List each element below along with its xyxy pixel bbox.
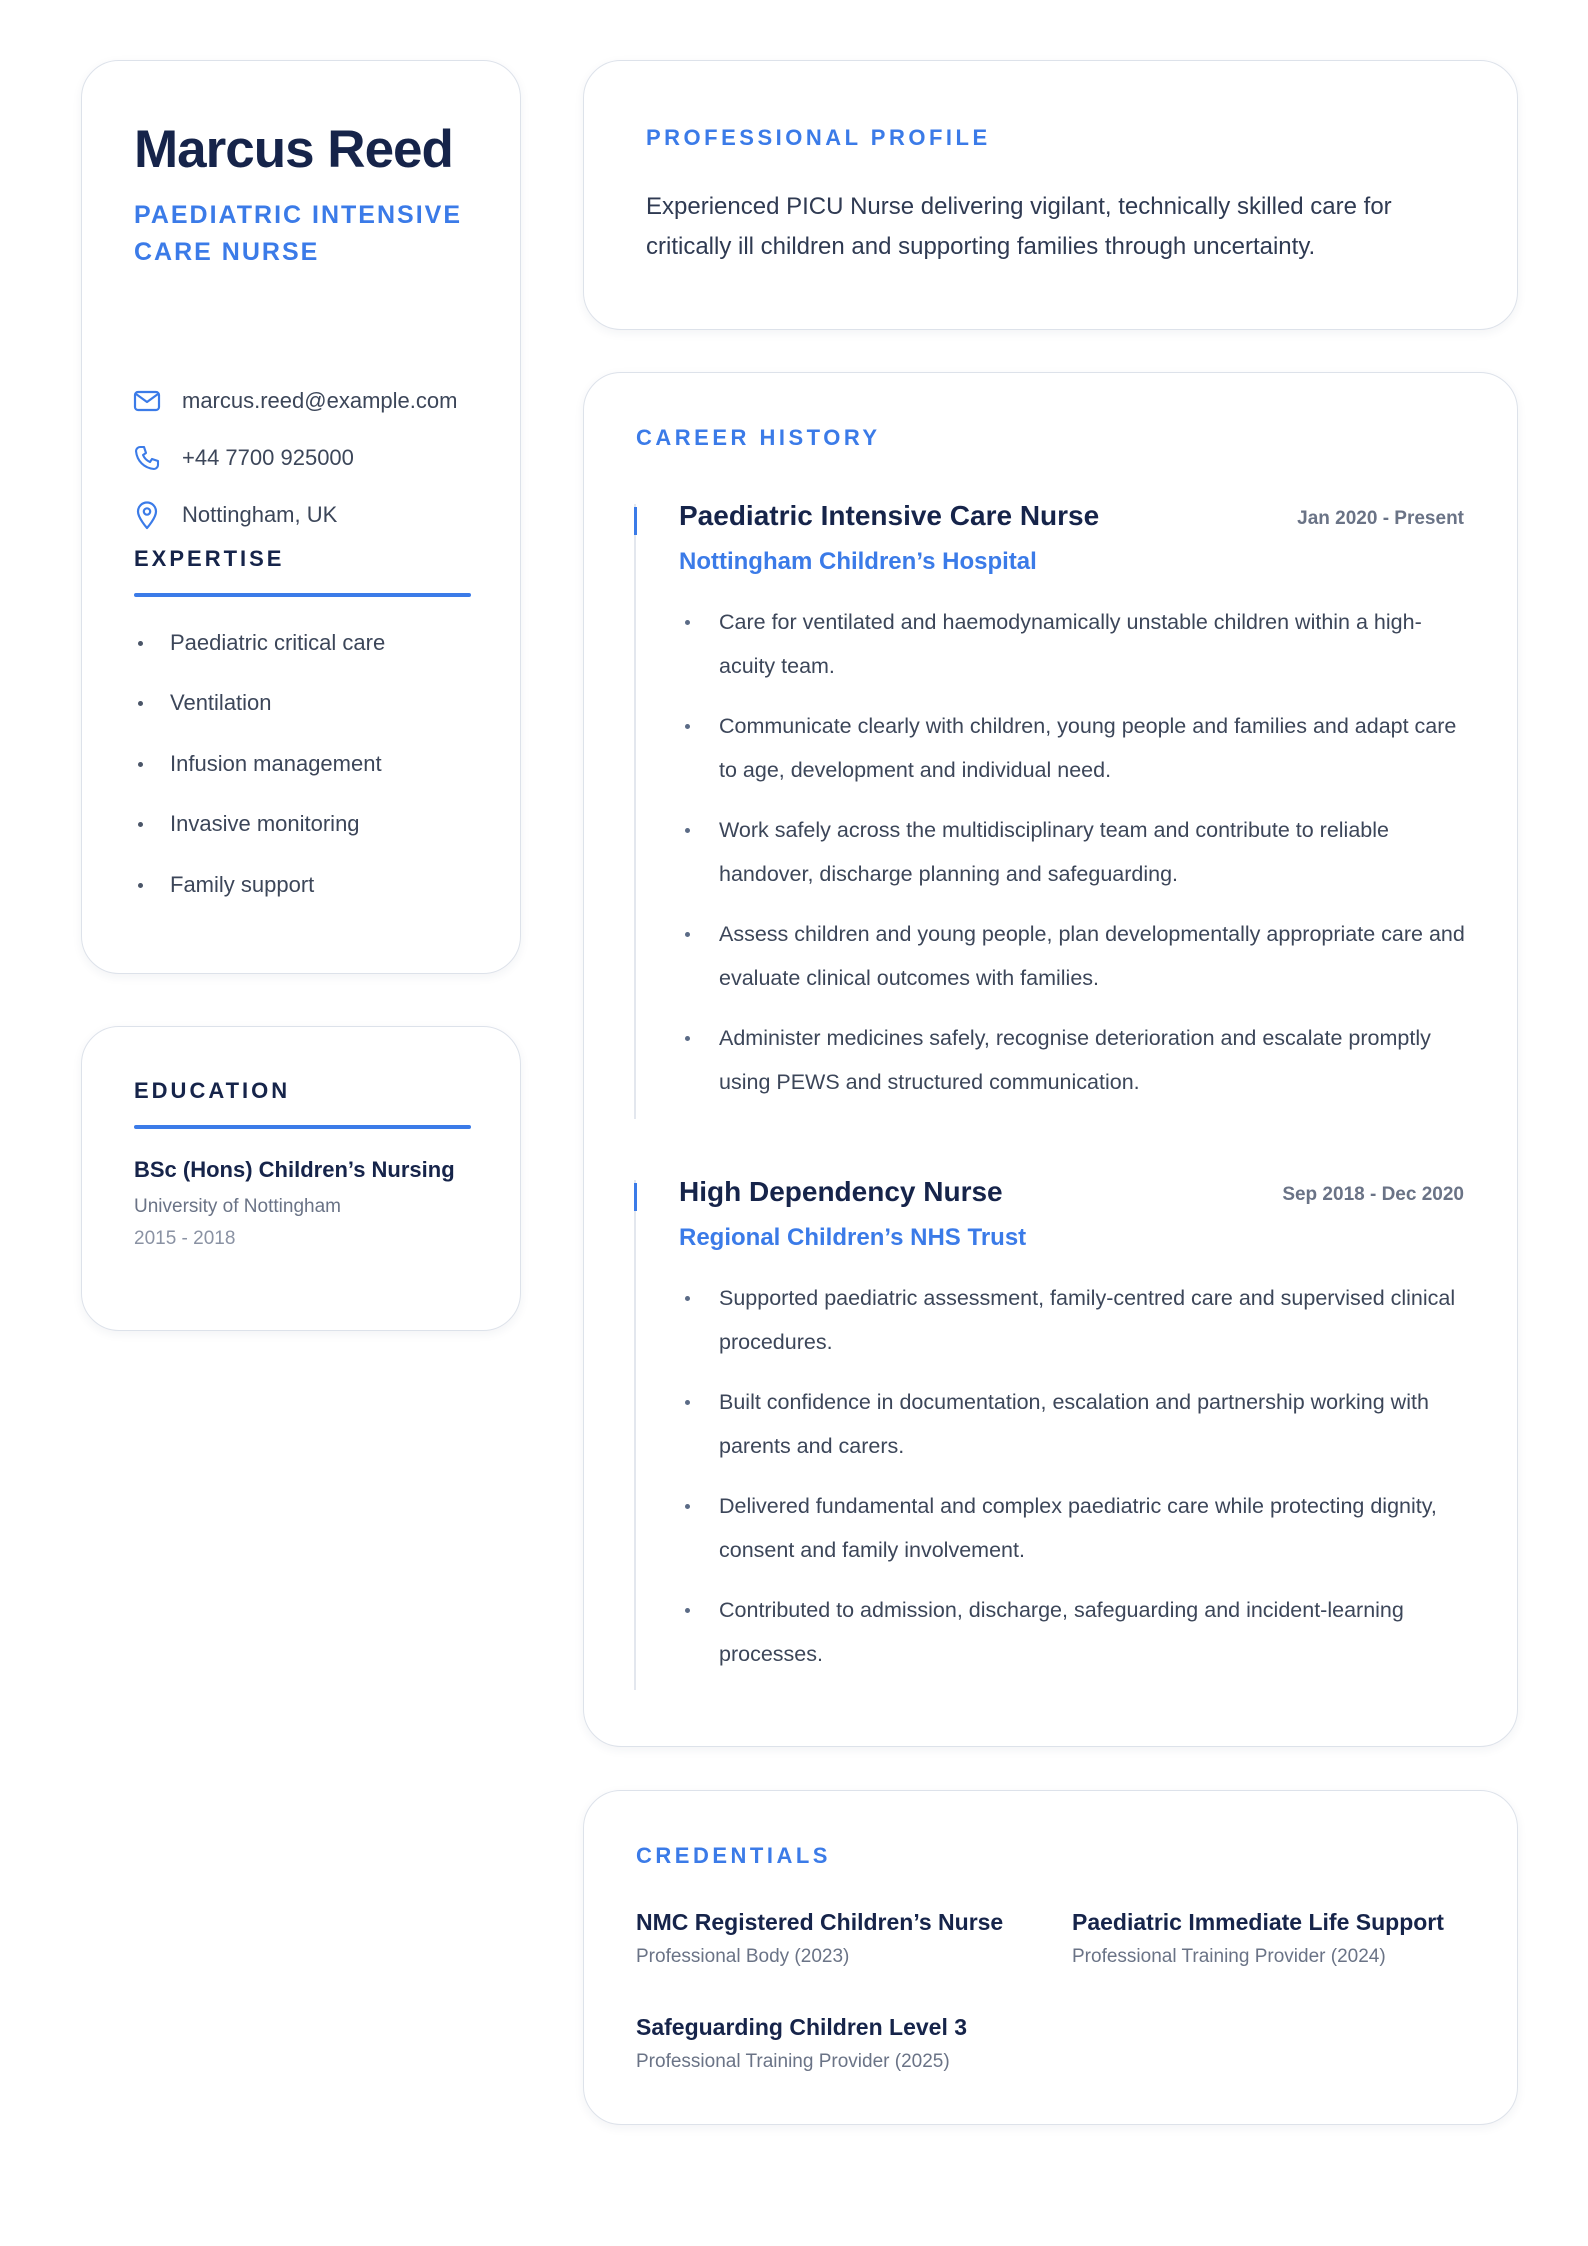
- credential-item: [1072, 1909, 1444, 1968]
- credential-issuer: Professional Body (2023): [636, 1946, 850, 1967]
- phone-text[interactable]: +44 7700 925000: [182, 445, 354, 470]
- candidate-name: Marcus Reed: [134, 120, 453, 179]
- expertise-item: Ventilation: [134, 688, 272, 718]
- timeline-line: [634, 504, 636, 1119]
- education-card: [81, 1026, 521, 1331]
- job-bullet: Care for ventilated and haemodynamically unstable children within a high-acuity team.: [679, 600, 1469, 688]
- job-dates: Sep 2018 - Dec 2020: [1282, 1184, 1464, 1205]
- credential-title: Safeguarding Children Level 3: [636, 2014, 968, 2040]
- expertise-item: Family support: [134, 870, 314, 900]
- job-bullets: [679, 1276, 1469, 1692]
- job-dates: Jan 2020 - Present: [1297, 508, 1464, 529]
- education-years: 2015 - 2018: [134, 1228, 236, 1249]
- job-organisation: Regional Children’s NHS Trust: [679, 1224, 1027, 1251]
- job-bullet: Administer medicines safely, recognise deterioration and escalate promptly using PEWS and structured communication.: [679, 1016, 1469, 1104]
- education-school: University of Nottingham: [134, 1196, 341, 1217]
- credentials-card: [583, 1790, 1518, 2125]
- education-rule: [134, 1125, 471, 1129]
- career-card: [583, 372, 1518, 1747]
- expertise-item: Invasive monitoring: [134, 809, 360, 839]
- contact-location: [132, 499, 337, 531]
- expertise-rule: [134, 593, 471, 597]
- job-organisation: Nottingham Children’s Hospital: [679, 548, 1037, 575]
- timeline-marker: [634, 507, 637, 535]
- bullet-icon: [685, 932, 690, 937]
- profile-heading: PROFESSIONAL PROFILE: [646, 125, 991, 150]
- credential-issuer: Professional Training Provider (2024): [1072, 1946, 1386, 1967]
- job-bullet: Communicate clearly with children, young people and families and adapt care to age, development and individual need.: [679, 704, 1469, 792]
- expertise-item: Paediatric critical care: [134, 628, 385, 658]
- bullet-icon: [685, 724, 690, 729]
- job-bullet: Work safely across the multidisciplinary team and contribute to reliable handover, discharge planning and safeguarding.: [679, 808, 1469, 896]
- job-bullets: [679, 600, 1469, 1120]
- bullet-icon: [685, 1504, 690, 1509]
- bullet-icon: [685, 1400, 690, 1405]
- bullet-icon: [138, 822, 143, 827]
- bullet-icon: [138, 762, 143, 767]
- map-pin-icon: [132, 500, 162, 530]
- bullet-icon: [685, 620, 690, 625]
- bullet-icon: [138, 641, 143, 646]
- credential-title: NMC Registered Children’s Nurse: [636, 1909, 1004, 1935]
- credential-item: [636, 2014, 967, 2073]
- credential-issuer: Professional Training Provider (2025): [636, 2051, 950, 2072]
- email-text[interactable]: marcus.reed@example.com: [182, 388, 458, 413]
- identity-card: [81, 60, 521, 974]
- expertise-heading: EXPERTISE: [134, 546, 285, 571]
- credentials-heading: CREDENTIALS: [636, 1843, 831, 1868]
- education-degree: BSc (Hons) Children’s Nursing: [134, 1157, 455, 1182]
- job-entry: [634, 500, 1465, 1119]
- job-bullet: Built confidence in documentation, escalation and partnership working with parents and carers.: [679, 1380, 1469, 1468]
- education-heading: EDUCATION: [134, 1078, 291, 1103]
- timeline-marker: [634, 1183, 637, 1211]
- mail-icon: [132, 386, 162, 416]
- career-heading: CAREER HISTORY: [636, 425, 881, 450]
- job-title: High Dependency Nurse: [679, 1176, 1003, 1207]
- expertise-item: Infusion management: [134, 749, 382, 779]
- bullet-icon: [138, 883, 143, 888]
- bullet-icon: [138, 701, 143, 706]
- job-bullet: Supported paediatric assessment, family-centred care and supervised clinical procedures.: [679, 1276, 1469, 1364]
- job-title: Paediatric Intensive Care Nurse: [679, 500, 1100, 531]
- profile-card: [583, 60, 1518, 330]
- job-bullet: Delivered fundamental and complex paediatric care while protecting dignity, consent and family involvement.: [679, 1484, 1469, 1572]
- candidate-role: PAEDIATRIC INTENSIVE CARE NURSE: [134, 201, 462, 266]
- timeline-line: [634, 1180, 636, 1690]
- bullet-icon: [685, 828, 690, 833]
- credential-title: Paediatric Immediate Life Support: [1072, 1909, 1444, 1935]
- profile-text: Experienced PICU Nurse delivering vigilant, technically skilled care for critically ill children and supporting families through uncertainty.: [646, 193, 1392, 260]
- location-text: Nottingham, UK: [182, 502, 338, 527]
- phone-icon: [132, 443, 162, 473]
- job-bullet: Assess children and young people, plan developmentally appropriate care and evaluate clinical outcomes with families.: [679, 912, 1469, 1000]
- bullet-icon: [685, 1296, 690, 1301]
- job-bullet: Contributed to admission, discharge, safeguarding and incident-learning processes.: [679, 1588, 1469, 1676]
- job-entry: [634, 1176, 1464, 1690]
- credential-item: [636, 1909, 1003, 1968]
- bullet-icon: [685, 1608, 690, 1613]
- bullet-icon: [685, 1036, 690, 1041]
- contact-email: [132, 385, 457, 417]
- contact-phone: [132, 442, 354, 474]
